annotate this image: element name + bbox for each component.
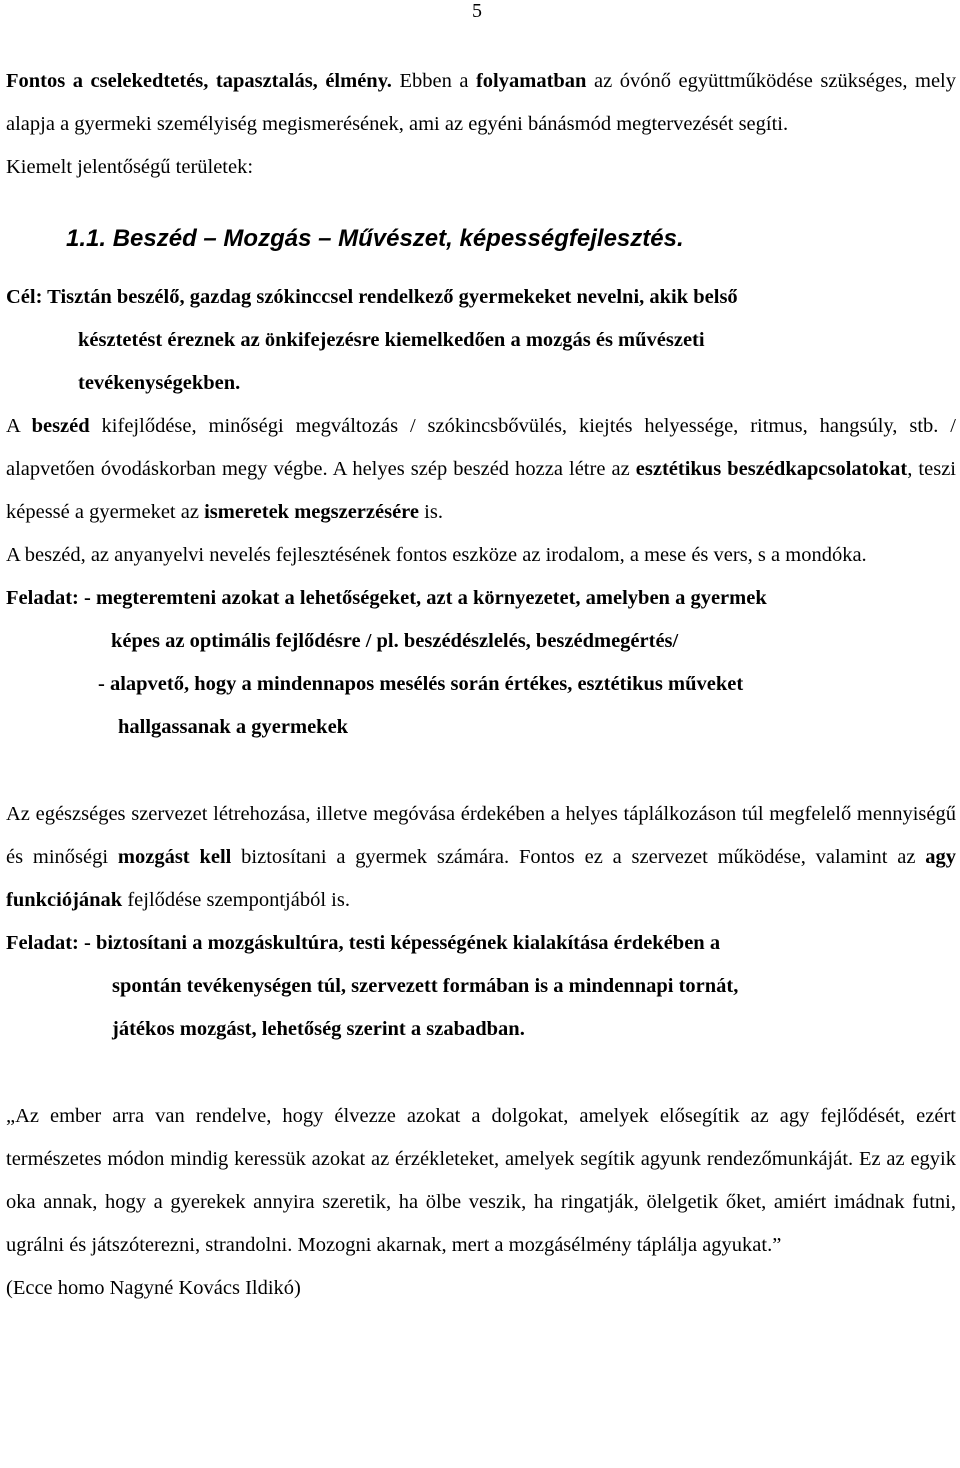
spacer (6, 749, 956, 793)
section-title: 1.1. Beszéd – Mozgás – Művészet, képességfejlesztés. (66, 225, 684, 252)
health-text-a: Az egészséges szervezet létrehozása, illetve megóvása érdekében a helyes táplálkozáson túl megfelelő mennyiségű és minőségi (6, 803, 956, 868)
key-areas-label: Kiemelt jelentőségű területek: (6, 156, 254, 178)
task1-line-2: képes az optimális fejlődésre / pl. beszédészlelés, beszédmegértés/ (111, 630, 679, 652)
speech-bold-word: beszéd (31, 415, 90, 437)
intro-paragraph (6, 60, 956, 146)
quote-paragraph: „Az ember arra van rendelve, hogy élvezze azokat a dolgokat, amelyek elősegítik az agy fejlődését, ezért természetes módon mindig keressük azokat az érzékleteket, amelyek segítik agyunk rendezőmunkáját. Ez az egyik oka annak, hogy a gyerekek annyira szeretik, ha ölbe veszik, ha ringatják, ölelgetik őket, amiért imádnak futni, ugrálni és játszóterezni, strandolni. Mozogni akarnak, mert a mozgásélmény táplálja agyukat.” (6, 1105, 956, 1256)
speech-text-e: , teszi képessé a gyermeket az (6, 458, 956, 523)
speech-text-c: kifejlődése, minőségi megváltozás / szókincsbővülés, kiejtés helyessége, ritmus, hangsúly, stb. / alapvetően óvodáskorban megy végbe. A helyes szép beszéd hozza létre az (6, 415, 956, 480)
task2-line-2: spontán tevékenységen túl, szervezett formában is a mindennapi tornát, (112, 975, 739, 997)
page-number: 5 (472, 0, 482, 22)
health-text-e: fejlődése szempontjából is. (122, 889, 350, 911)
health-bold-2: agy funkciójának (6, 846, 956, 911)
literature-paragraph: A beszéd, az anyanyelvi nevelés fejlesztésének fontos eszköze az irodalom, a mese és vers, s a mondóka. (6, 544, 867, 566)
goal-line-3: tevékenységekben. (78, 372, 241, 394)
quote-source: (Ecce homo Nagyné Kovács Ildikó) (6, 1277, 301, 1299)
spacer (6, 1051, 956, 1095)
speech-paragraph (6, 405, 956, 534)
intro-bold-phrase: Fontos a cselekedtetés, tapasztalás, élmény. (6, 70, 392, 92)
task1-line-3: - alapvető, hogy a mindennapos mesélés során értékes, esztétikus műveket (98, 673, 744, 695)
intro-text: Ebben a (391, 70, 476, 92)
task1-line-1: Feladat: - megteremteni azokat a lehetőségeket, azt a környezetet, amelyben a gyermek (6, 587, 767, 609)
task2-line-3: játékos mozgást, lehetőség szerint a szabadban. (112, 1018, 525, 1040)
speech-bold-phrase-2: ismeretek megszerzésére (204, 501, 420, 523)
intro-text-rest: az óvónő együttműködése szükséges, mely alapja a gyermeki személyiség megismerésének, ami az egyéni bánásmód megtervezését segíti. (6, 70, 956, 135)
task1-line-4: hallgassanak a gyermekek (118, 716, 349, 738)
intro-bold-word: folyamatban (475, 70, 587, 92)
speech-text-a: A (6, 415, 32, 437)
speech-text-g: is. (419, 501, 443, 523)
goal-line-2: késztetést éreznek az önkifejezésre kiemelkedően a mozgás és művészeti (78, 329, 705, 351)
document-body (6, 60, 956, 1310)
health-bold-1: mozgást kell (117, 846, 232, 868)
speech-bold-phrase-1: esztétikus beszédkapcsolatokat (635, 458, 908, 480)
health-paragraph (6, 793, 956, 922)
health-text-c: biztosítani a gyermek számára. Fontos ez a szervezet működése, valamint az (231, 846, 926, 868)
task2-line-1: Feladat: - biztosítani a mozgáskultúra, testi képességének kialakítása érdekében a (6, 932, 721, 954)
goal-line-1: Cél: Tisztán beszélő, gazdag szókinccsel rendelkező gyermekeket nevelni, akik belső (6, 286, 738, 308)
